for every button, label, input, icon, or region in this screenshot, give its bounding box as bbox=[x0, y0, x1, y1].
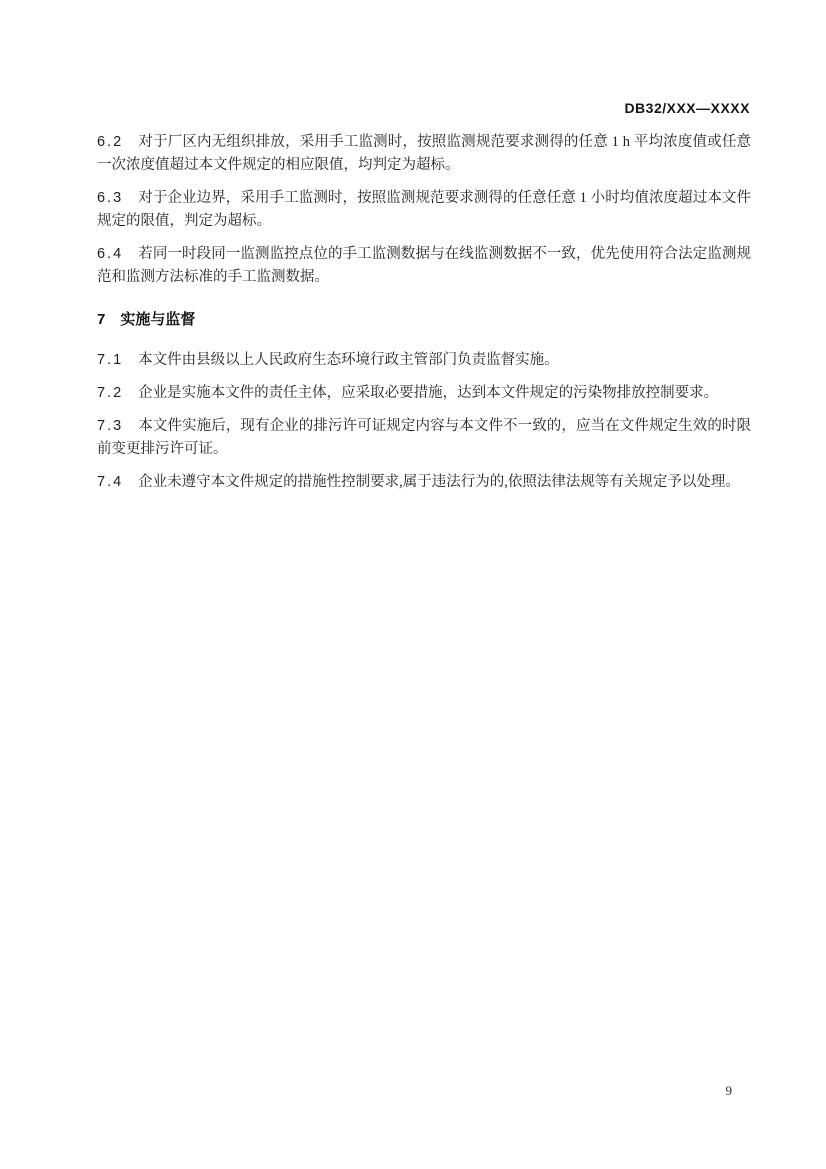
document-body bbox=[97, 131, 751, 504]
clause-7-4-text: 企业未遵守本文件规定的措施性控制要求,属于违法行为的,依照法律法规等有关规定予以处理。 bbox=[138, 474, 740, 490]
clause-7-1-text: 本文件由县级以上人民政府生态环境行政主管部门负责监督实施。 bbox=[138, 352, 559, 368]
section-7-heading bbox=[97, 308, 751, 331]
clause-6-4-number: 6.4 bbox=[97, 246, 124, 262]
page-number: 9 bbox=[725, 1083, 732, 1098]
clause-6-2-number: 6.2 bbox=[97, 134, 124, 150]
clause-7-3 bbox=[97, 415, 751, 461]
clause-7-3-number: 7.3 bbox=[97, 418, 124, 434]
clause-6-4 bbox=[97, 243, 751, 289]
document-code-header: DB32/XXX—XXXX bbox=[624, 100, 750, 116]
clause-6-3-number: 6.3 bbox=[97, 190, 124, 206]
clause-7-3-text: 本文件实施后，现有企业的排污许可证规定内容与本文件不一致的，应当在文件规定生效的时限前变更排污许可证。 bbox=[97, 418, 751, 457]
clause-7-2-number: 7.2 bbox=[97, 385, 124, 401]
clause-7-4-number: 7.4 bbox=[97, 474, 124, 490]
clause-7-1-number: 7.1 bbox=[97, 352, 124, 368]
clause-6-3-text: 对于企业边界，采用手工监测时，按照监测规范要求测得的任意任意 1 小时均值浓度超过本文件规定的限值，判定为超标。 bbox=[97, 190, 751, 229]
section-7-number: 7 bbox=[97, 311, 106, 328]
clause-6-4-text: 若同一时段同一监测监控点位的手工监测数据与在线监测数据不一致，优先使用符合法定监测规范和监测方法标准的手工监测数据。 bbox=[97, 246, 751, 285]
clause-7-1 bbox=[97, 349, 751, 372]
clause-6-3 bbox=[97, 187, 751, 233]
clause-7-4 bbox=[97, 471, 751, 494]
clause-6-2-text: 对于厂区内无组织排放，采用手工监测时，按照监测规范要求测得的任意 1 h 平均浓度值或任意一次浓度值超过本文件规定的相应限值，均判定为超标。 bbox=[97, 134, 751, 173]
section-7-title: 实施与监督 bbox=[120, 311, 196, 328]
clause-6-2 bbox=[97, 131, 751, 177]
clause-7-2-text: 企业是实施本文件的责任主体，应采取必要措施，达到本文件规定的污染物排放控制要求。 bbox=[138, 385, 719, 401]
clause-7-2 bbox=[97, 382, 751, 405]
